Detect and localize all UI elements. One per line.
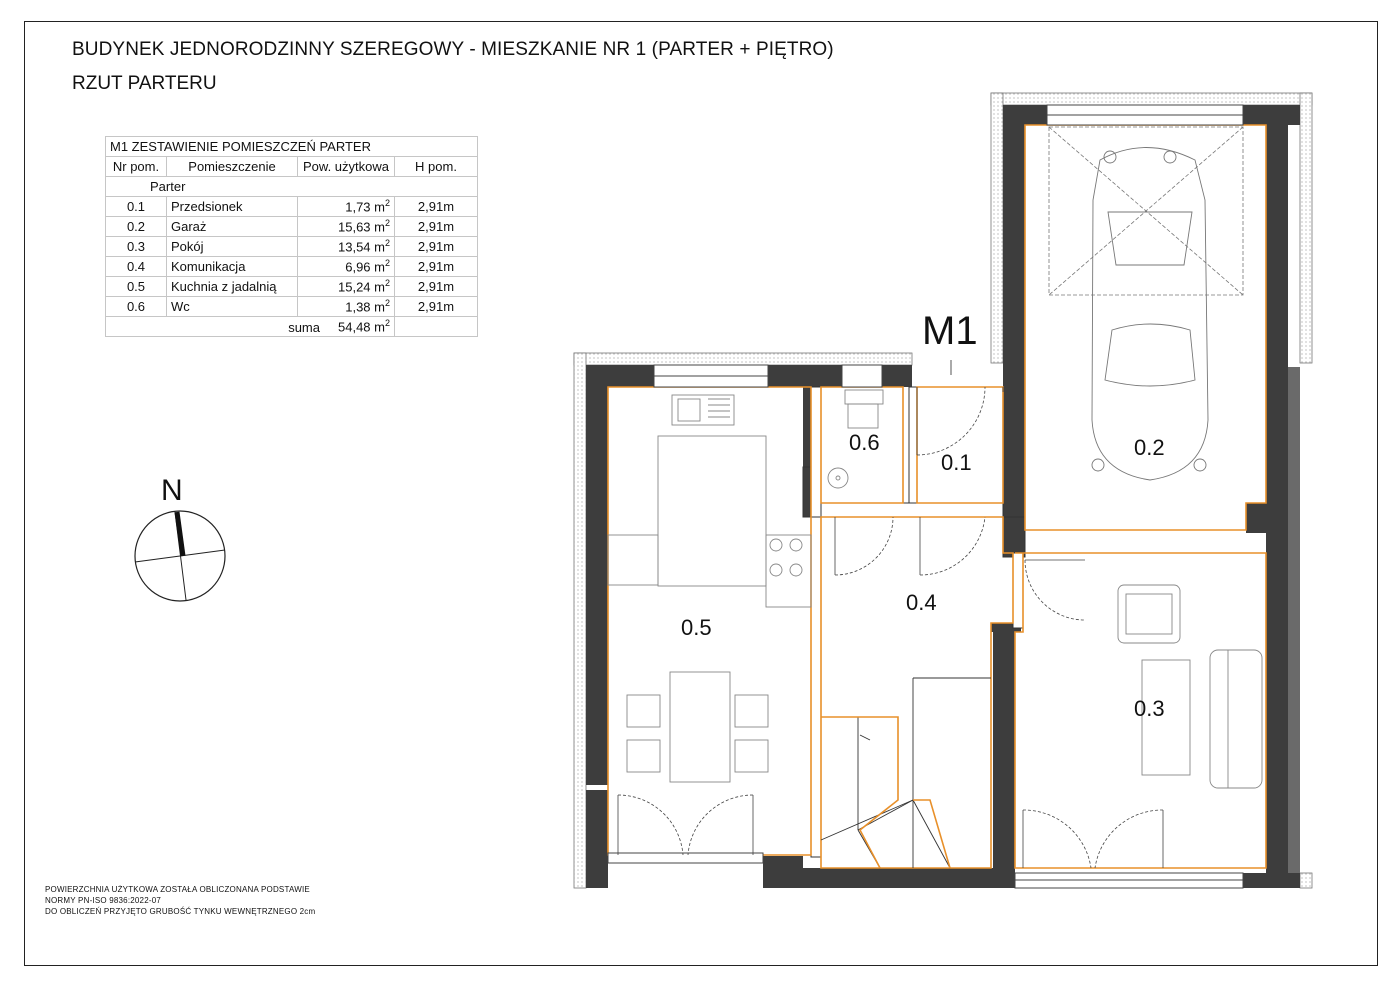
living-furniture (1118, 585, 1262, 788)
group-label-text: Parter (150, 179, 186, 194)
car-symbol (1092, 148, 1208, 481)
column-header: Pow. użytkowa (298, 157, 395, 177)
room-name: Pokój (167, 237, 298, 257)
room-height: 2,91m (395, 237, 478, 257)
room-name: Wc (167, 297, 298, 317)
room-number: 0.5 (106, 277, 167, 297)
table-heading: M1 ZESTAWIENIE POMIESZCZEŃ PARTER (106, 137, 478, 157)
room-area-value: 6,96 m (345, 259, 385, 275)
room-label-0-2: 0.2 (1134, 435, 1165, 460)
sum-label: suma (288, 319, 320, 335)
column-header: Nr pom. (106, 157, 167, 177)
insulation-layer (574, 93, 1312, 888)
kitchen-furniture (608, 395, 811, 782)
area-unit-sup: 2 (384, 238, 390, 249)
room-number: 0.3 (106, 237, 167, 257)
room-number: 0.1 (106, 197, 167, 217)
room-number: 0.6 (106, 297, 167, 317)
room-number: 0.4 (106, 257, 167, 277)
room-height: 2,91m (395, 197, 478, 217)
area-unit-sup: 2 (384, 318, 390, 329)
walls (586, 105, 1300, 888)
room-name: Przedsionek (167, 197, 298, 217)
room-outlines (608, 125, 1266, 868)
room-label-0-1: 0.1 (941, 450, 972, 475)
drawing-title: BUDYNEK JEDNORODZINNY SZEREGOWY - MIESZKANIE NR 1 (PARTER + PIĘTRO) (72, 39, 834, 60)
skylight-cross (1049, 127, 1243, 295)
room-name: Komunikacja (167, 257, 298, 277)
footnote-line: NORMY PN-ISO 9836:2022-07 (45, 896, 162, 905)
area-unit-sup: 2 (384, 198, 390, 209)
north-arrow (135, 474, 225, 601)
room-name: Garaż (167, 217, 298, 237)
room-height: 2,91m (395, 297, 478, 317)
unit-label: M1 (922, 309, 978, 353)
footnote-line: DO OBLICZEŃ PRZYJĘTO GRUBOŚĆ TYNKU WEWNĘTRZNEGO 2cm (45, 907, 316, 916)
sum-value: 54,48 m (338, 319, 385, 335)
area-unit-sup: 2 (384, 298, 390, 309)
room-area-value: 15,63 m (338, 219, 385, 235)
column-header: H pom. (395, 157, 478, 177)
room-height: 2,91m (395, 277, 478, 297)
area-unit-sup: 2 (384, 258, 390, 269)
room-name: Kuchnia z jadalnią (167, 277, 298, 297)
room-area-value: 1,73 m (345, 199, 385, 215)
room-area-value: 1,38 m (345, 299, 385, 315)
room-number: 0.2 (106, 217, 167, 237)
area-unit-sup: 2 (384, 278, 390, 289)
staircase (821, 678, 991, 868)
drawing-subtitle: RZUT PARTERU (72, 73, 217, 94)
room-height: 2,91m (395, 257, 478, 277)
column-header: Pomieszczenie (167, 157, 298, 177)
room-area-value: 13,54 m (338, 239, 385, 255)
room-label-0-5: 0.5 (681, 615, 712, 640)
room-label-0-3: 0.3 (1134, 696, 1165, 721)
north-label: N (161, 474, 183, 507)
compass-needle (177, 512, 183, 556)
room-height: 2,91m (395, 217, 478, 237)
stair-outline (821, 717, 950, 868)
area-unit-sup: 2 (384, 218, 390, 229)
room-area-value: 15,24 m (338, 279, 385, 295)
footnote-line: POWIERZCHNIA UŻYTKOWA ZOSTAŁA OBLICZONANA PODSTAWIE (45, 885, 310, 894)
windows (608, 105, 1243, 888)
room-label-0-4: 0.4 (906, 590, 937, 615)
room-label-0-6: 0.6 (849, 430, 880, 455)
